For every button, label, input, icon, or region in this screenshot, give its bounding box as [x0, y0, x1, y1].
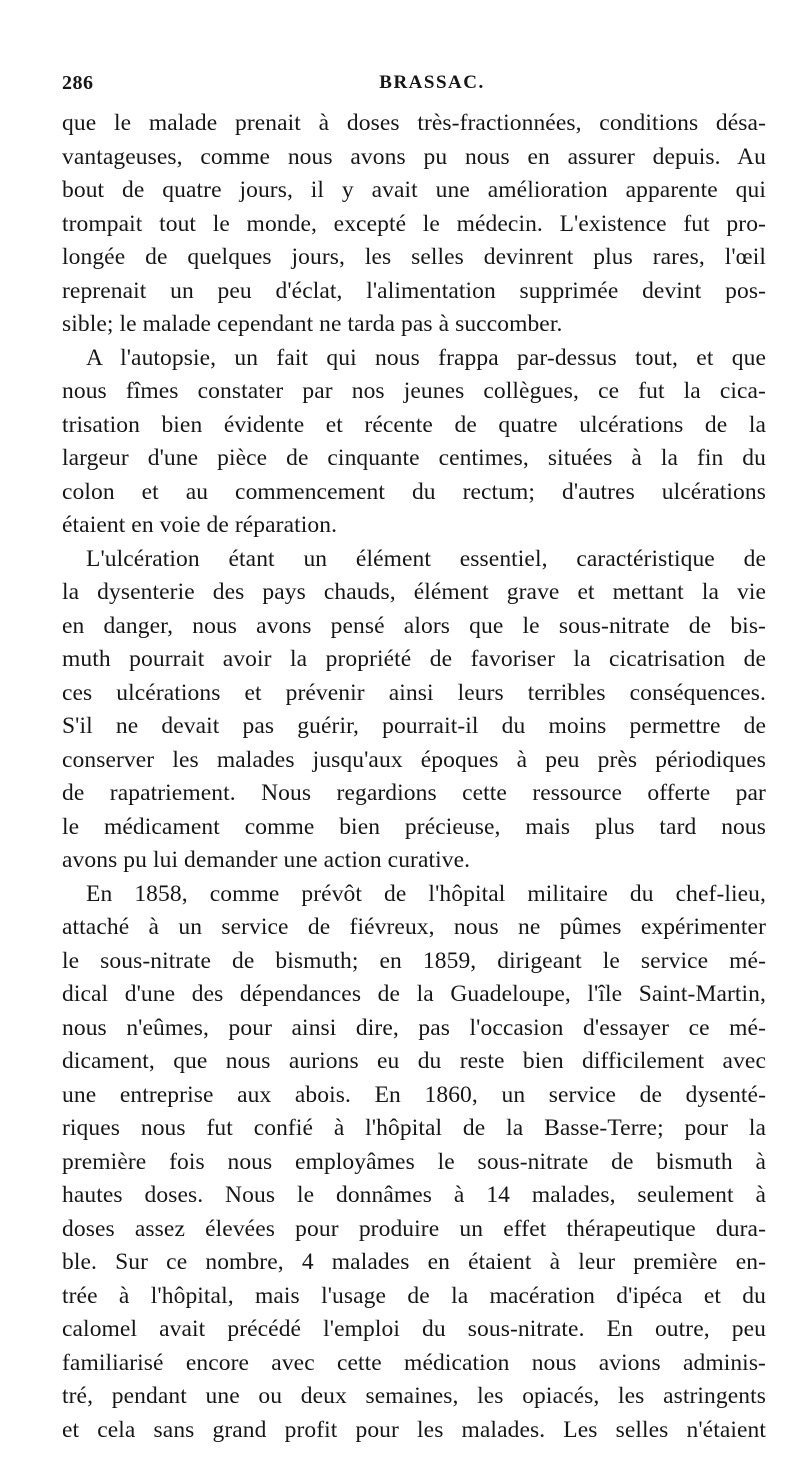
text-line: riques nous fut confié à l'hôpital de la Basse-Terre; pour la [62, 1115, 766, 1141]
text-line: que le malade prenait à doses très-fractionnées, conditions désa- [62, 110, 766, 136]
text-line: de rapatriement. Nous regardions cette ressource offerte par [62, 780, 766, 806]
text-line: L'ulcération étant un élément essentiel, caractéristique de [86, 545, 766, 572]
text-line: hautes doses. Nous le donnâmes à 14 malades, seulement à [62, 1182, 766, 1208]
text-line: nous fîmes constater par nos jeunes collègues, ce fut la cica- [62, 378, 766, 404]
text-line: nous n'eûmes, pour ainsi dire, pas l'occasion d'essayer ce mé- [62, 1014, 766, 1041]
text-line: attaché à un service de fiévreux, nous ne pûmes expérimenter [62, 914, 766, 940]
text-line: ces ulcérations et prévenir ainsi leurs terribles conséquences. [62, 679, 766, 706]
text-line: vantageuses, comme nous avons pu nous en assurer depuis. Au [62, 143, 766, 170]
text-line: le médicament comme bien précieuse, mais plus tard nous [62, 813, 766, 840]
text-line: trée à l'hôpital, mais l'usage de la macération d'ipéca et du [62, 1282, 766, 1309]
text-line: trisation bien évidente et récente de quatre ulcérations de la [62, 411, 766, 438]
text-line: bout de quatre jours, il y avait une amélioration apparente qui [62, 177, 766, 203]
text-line: dical d'une des dépendances de la Guadeloupe, l'île Saint-Martin, [62, 981, 766, 1007]
text-line: étaient en voie de réparation. [62, 512, 338, 538]
text-line: en danger, nous avons pensé alors que le sous-nitrate de bis- [62, 612, 766, 639]
text-line: et cela sans grand profit pour les malades. Les selles n'étaient [62, 1416, 766, 1443]
text-line: muth pourrait avoir la propriété de favoriser la cicatrisation de [62, 646, 766, 672]
text-line: la dysenterie des pays chauds, élément grave et mettant la vie [62, 579, 766, 605]
text-line: dicament, que nous aurions eu du reste bien difficilement avec [62, 1048, 766, 1074]
page-number: 286 [62, 72, 94, 94]
text-line: le sous-nitrate de bismuth; en 1859, dirigeant le service mé- [62, 947, 766, 974]
running-head [62, 72, 762, 102]
text-line: reprenait un peu d'éclat, l'alimentation supprimée devint pos- [62, 277, 766, 304]
text-line: sible; le malade cependant ne tarda pas à succomber. [62, 311, 563, 337]
text-line: une entreprise aux abois. En 1860, un service de dysenté- [62, 1081, 766, 1108]
text-line: première fois nous employâmes le sous-nitrate de bismuth à [62, 1148, 766, 1175]
text-line: conserver les malades jusqu'aux époques à peu près périodiques [62, 746, 766, 773]
text-line: ble. Sur ce nombre, 4 malades en étaient à leur première en- [62, 1249, 766, 1275]
text-line: calomel avait précédé l'emploi du sous-nitrate. En outre, peu [62, 1316, 766, 1342]
text-line: familiarisé encore avec cette médication nous avions adminis- [62, 1349, 766, 1376]
text-line: colon et au commencement du rectum; d'autres ulcérations [62, 478, 766, 505]
text-line: doses assez élevées pour produire un effet thérapeutique dura- [62, 1215, 766, 1242]
text-line: trompait tout le monde, excepté le médecin. L'existence fut pro- [62, 210, 766, 237]
text-line: S'il ne devait pas guérir, pourrait-il du moins permettre de [62, 713, 766, 739]
text-line: longée de quelques jours, les selles devinrent plus rares, l'œil [62, 244, 766, 270]
text-line: avons pu lui demander une action curative. [62, 847, 471, 873]
running-title: BRASSAC. [379, 72, 485, 93]
body-text [62, 107, 766, 1447]
text-line: tré, pendant une ou deux semaines, les opiacés, les astringents [62, 1383, 766, 1409]
text-line: En 1858, comme prévôt de l'hôpital militaire du chef-lieu, [86, 880, 766, 907]
text-line: A l'autopsie, un fait qui nous frappa par-dessus tout, et que [86, 344, 766, 371]
text-line: largeur d'une pièce de cinquante centimes, situées à la fin du [62, 445, 766, 471]
